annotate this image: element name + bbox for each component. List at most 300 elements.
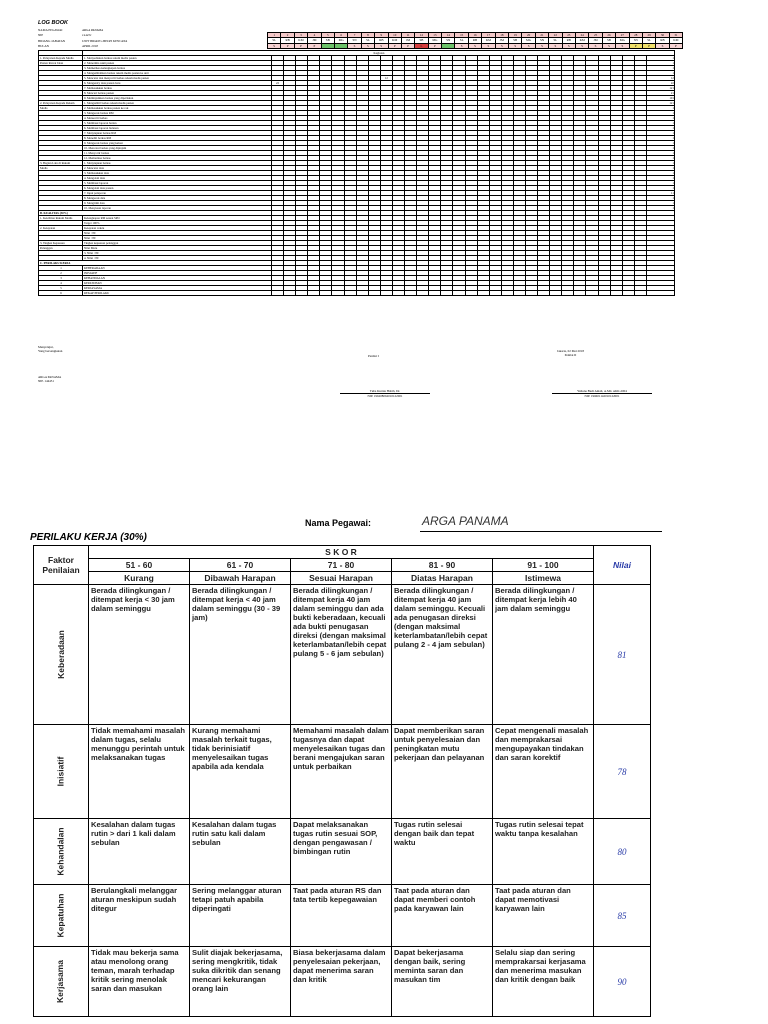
day-code-cell: P [669,43,682,48]
quality-description: Ketepatan waktu [83,226,272,231]
logbook-days-table [267,32,683,49]
activity-total: 22 [646,81,674,86]
empty-cell [332,291,344,296]
empty-cell [272,291,284,296]
rubric-nilai-header: Nilai [594,546,651,585]
activity-description: 5. Membuat laporan harian [83,121,272,126]
day-name-cell: SN [535,38,548,43]
rubric-name-label: Nama Pegawai: [305,518,372,528]
rubric-criteria-cell: Berulangkali melanggar aturan meskipun sudah ditegur [89,885,190,947]
activity-total: 1 [646,201,674,206]
rubric-score-value: 85 [594,885,651,947]
rubric-score-value: 78 [594,725,651,819]
empty-cell [320,291,332,296]
rubric-criteria-cell: Taat pada aturan dan dapat memberi contoh pada karyawan lain [392,885,493,947]
rubric-criteria-cell: Berada dilingkungan / ditempat kerja 40 jam dalam seminggu dan ada bukti keberadaan, kecuali ada bukti penugasan direksi (dengan maksimal keterlambatan/lebih cepat pulang 5 - 6 jam sebulan) [291,585,392,725]
empty-cell [441,291,453,296]
day-name-cell: RB [375,38,388,43]
day-name-cell: SL [549,38,562,43]
quality-description: Nilai : 80 [83,231,272,236]
empty-cell [453,291,465,296]
empty-cell [392,291,404,296]
rubric-level-cell: Diatas Harapan [392,572,493,585]
assessor-1-signature [340,389,430,398]
activity-description: 8. Mengecek data [83,196,272,201]
activity-description: 10. Menyusun laporan [83,206,272,211]
rubric-criteria-cell: Selalu siap dan sering memprakarsai kerjasama dan menerima masukan dan kritik dengan baik [493,947,594,1017]
rubric-name-underline [420,531,662,532]
behavior-label: KERJASAMA [83,286,272,291]
activity-total: 1 [646,181,674,186]
empty-cell [356,291,368,296]
behavior-number: 1 [39,266,83,271]
empty-cell [405,291,417,296]
rubric-criteria-cell: Taat pada aturan dan dapat memotivasi karyawan lain [493,885,594,947]
day-code-cell: S [575,43,588,48]
rubric-score-value: 81 [594,585,651,725]
day-name-cell: JM [308,38,321,43]
rubric-criteria-cell: Dapat bekerjasama dengan baik, sering meminta saran dan masukan tim [392,947,493,1017]
footer-approval [38,345,62,354]
day-code-cell: S [656,43,669,48]
header-info-value: APRIL 2018 [82,43,98,48]
assessor-1-label: Penilai I [368,354,379,358]
activity-description: 3. Memeriksa kelengkapan berkas [83,66,272,71]
quality-description: Nilai : 80 [83,236,272,241]
activity-description: 5. Membuat laporan [83,181,272,186]
activity-total: 1 [646,56,674,61]
day-name-cell: KM [294,38,307,43]
quality-category: 3. Tingkat Kepuasan [39,241,83,246]
day-code-cell: P [629,43,642,48]
activity-category: Medis [39,106,83,111]
day-number-cell: 21 [535,33,548,38]
rubric-factor-header: Faktor Penilaian [34,546,89,585]
activity-description: 7. Menyiapkan berkas RM [83,131,272,136]
empty-cell [525,291,537,296]
rubric-factor-label: Keberadaan [55,630,66,679]
rubric-criteria-cell: Kurang memahami masalah terkait tugas, tidak berinisiatif menyelesaikan tugas apabila ada kendala [190,725,291,819]
day-name-cell: SL [642,38,655,43]
day-code-cell: S [509,43,522,48]
rubric-criteria-cell: Cepat mengenali masalah dan memprakarsai mengupayakan tindakan dan saran korektif [493,725,594,819]
quality-category: Pelanggan [39,246,83,251]
day-number-cell: 3 [294,33,307,38]
activity-description: 3. Mengecek berkas RM [83,111,272,116]
activity-description: 9. Mengirim data [83,201,272,206]
activity-description: 7. Input pelaporan [83,191,272,196]
behavior-label: REKAP PERILAKU [83,291,272,296]
day-name-cell: MG [616,38,629,43]
activity-description: 8. Mencari berkas pasien [83,91,272,96]
section-c-title: C. PERILAKU KERJA [39,261,272,266]
rubric-factor-label: Kehandalan [55,827,66,876]
day-name-cell: JM [401,38,414,43]
header-info-value: ARGA PANAMA [82,28,104,32]
rubric-range-cell: 61 - 70 [190,559,291,572]
empty-cell [477,291,489,296]
activity-description: 5. Mencatat dan menyortir berkas rekam medis pasien [83,76,272,81]
empty-cell [308,291,320,296]
rubric-level-cell: Sesuai Harapan [291,572,392,585]
activity-description: 6. Mengolah data pasien [83,186,272,191]
empty-cell [634,291,646,296]
quality-description: Nilai Mutu [83,246,272,251]
day-number-cell: 28 [629,33,642,38]
activity-description: 4. Mengolah data [83,176,272,181]
empty-cell [610,291,622,296]
day-name-cell: MG [334,38,347,43]
rubric-criteria-cell: Tugas rutin selesai dengan baik dan tepat waktu [392,819,493,885]
logbook-header-info [38,28,127,49]
day-name-cell: MG [428,38,441,43]
day-code-cell: P [388,43,401,48]
day-code-cell: S [535,43,548,48]
activity-total: 1 [646,111,674,116]
activity-total: 1 [646,156,674,161]
empty-cell [489,291,501,296]
activity-total: 1 [646,116,674,121]
rubric-criteria-cell: Berada dilingkungan / ditempat kerja lebih 40 jam dalam seminggu [493,585,594,725]
day-code-cell: S [482,43,495,48]
activity-description: 1. Mengambil berkas rekam medis pasien [83,101,272,106]
activity-total: 121 [646,86,674,91]
quality-category: 1. Ketelitian Rekam Medis [39,216,83,221]
day-number-cell: 5 [321,33,334,38]
activity-description: 12. Memeriksa berkas [83,156,272,161]
day-code-cell: P [428,43,441,48]
quality-description: 4. Nilai : 80 [83,256,272,261]
empty-cell [344,291,356,296]
rubric-factor-label: Inisiatif [55,756,66,787]
behavior-number: 3 [39,276,83,281]
activity-total: 1 [646,151,674,156]
rubric-name-value: ARGA PANAMA [422,514,509,528]
day-code-cell: P [401,43,414,48]
rubric-criteria-cell: Kesalahan dalam tugas rutin satu kali dalam sebulan [190,819,291,885]
activity-category: 3. Bagian Lain di Rekam [39,161,83,166]
rubric-level-row [34,572,651,585]
behavior-label: KEPATUHAN [83,281,272,286]
empty-cell [284,291,296,296]
day-number-cell: 24 [575,33,588,38]
activity-total: 1 [646,161,674,166]
footer-employee [38,375,61,384]
day-number-cell: 16 [468,33,481,38]
empty-cell [417,291,429,296]
day-number-cell: 19 [509,33,522,38]
activity-description: 7. Memasukkan berkas [83,86,272,91]
day-name-cell: RB [562,38,575,43]
rubric-criteria-cell: Sulit diajak bekerjasama, sering mengkritik, tidak suka dikritik dan senang mencari kekurangan orang lain [190,947,291,1017]
rubric-factor-name [34,885,89,947]
day-number-cell: 30 [656,33,669,38]
activity-total: 1 [646,121,674,126]
activity-total: 1 [646,141,674,146]
assessor-2-name: Yuliana Budi Amali, A.Md. AKK.2004 [552,389,652,394]
rubric-factor-row [34,585,651,725]
activity-total: 1 [646,186,674,191]
day-code-cell: S [495,43,508,48]
behavior-number: 6 [39,291,83,296]
activity-total: 11 [646,191,674,196]
day-name-cell: SL [455,38,468,43]
behavior-number: 5 [39,286,83,291]
day-name-cell: SB [321,38,334,43]
grid-header-kegiatan: Kegiatan [83,51,675,56]
activity-description: 10. Mencatat berkas yang dipinjam [83,146,272,151]
empty-cell [586,291,598,296]
day-number-cell: 26 [602,33,615,38]
rubric-criteria-cell: Berada dilingkungan / ditempat kerja 40 jam dalam seminggu. Kecuali ada penugasan direksi (dengan maksimal keterlambatan/lebih cepat pulang 2 - 4 jam sebulan) [392,585,493,725]
assessor-2-signature [552,389,652,398]
empty-cell [550,291,562,296]
rubric-factor-name [34,947,89,1017]
day-name-cell: SB [509,38,522,43]
rubric-level-cell: Dibawah Harapan [190,572,291,585]
empty-cell [622,291,634,296]
day-name-cell: SL [268,38,281,43]
rubric-range-row [34,559,651,572]
rubric-score-value: 90 [594,947,651,1017]
day-number-cell: 22 [549,33,562,38]
day-code-cell: S [602,43,615,48]
day-code-row [268,43,683,48]
day-name-cell: SN [442,38,455,43]
quality-category: 2. Ketepatan [39,226,83,231]
activity-description: 6. Membuat laporan bulanan [83,126,272,131]
rubric-range-cell: 81 - 90 [392,559,493,572]
day-name-cell: JM [589,38,602,43]
day-name-cell: KM [482,38,495,43]
activity-total: 1 [646,176,674,181]
empty-cell [296,291,308,296]
rubric-criteria-cell: Tugas rutin selesai tepat waktu tanpa kesalahan [493,819,594,885]
activity-total: 1 [646,126,674,131]
day-number-cell: 29 [642,33,655,38]
rubric-criteria-cell: Memahami masalah dalam tugasnya dan dapat menyelesaikan tugas dan berani mengajukan saran untuk perbaikan [291,725,392,819]
day-code-cell: S [549,43,562,48]
activity-total: 1 [646,136,674,141]
rubric-title: PERILAKU KERJA (30%) [30,532,147,543]
header-info-value: UNIT BIDANG MEDIS KENCANA [82,38,128,43]
activity-description: 6. Mengentry data pasien baru [83,81,272,86]
empty-cell [598,291,610,296]
day-code-cell: S [522,43,535,48]
activity-total: 1 [646,131,674,136]
day-number-cell: 17 [482,33,495,38]
day-code-cell: P [308,43,321,48]
behavior-row [39,291,675,296]
employee-signature-name: ARGA PANAMA [38,375,62,379]
day-number-cell: 2 [281,33,294,38]
day-code-cell [442,43,455,48]
activity-total: 12 [646,76,674,81]
rubric-range-cell: 71 - 80 [291,559,392,572]
activity-category: 2. Pelayanan Kepada Rekam [39,101,83,106]
empty-cell [501,291,513,296]
header-info-row [38,44,127,49]
activity-total: 1 [646,106,674,111]
behavior-number: 2 [39,271,83,276]
day-code-cell: P [642,43,655,48]
header-info-key: NIP [38,33,44,38]
rubric-criteria-cell: Sering melanggar aturan tetapi patuh apabila diperingati [190,885,291,947]
rubric-factor-name [34,725,89,819]
behavior-label: KEBERADAAN [83,266,272,271]
behavior-label: INISIATIF [83,271,272,276]
assessor-2-block [557,349,584,358]
rubric-criteria-cell: Berada dilingkungan / ditempat kerja < 40 jam dalam seminggu (30 - 39 jam) [190,585,291,725]
empty-cell [538,291,550,296]
approval-label: Menyetujui, [38,345,54,349]
assessor-2-nip: NIP. 196601142010122001 [584,394,620,399]
activity-total: 1 [646,171,674,176]
day-number-cell: 20 [522,33,535,38]
day-name-cell: MG [522,38,535,43]
empty-cell [513,291,525,296]
rubric-factor-row [34,725,651,819]
activity-day-value: 12 [380,76,392,81]
activity-total: 1 [646,146,674,151]
empty-cell [465,291,477,296]
rubric-criteria-cell: Berada dilingkungan / ditempat kerja < 30 jam dalam seminggu [89,585,190,725]
day-name-cell: SB [415,38,428,43]
day-code-cell: P [281,43,294,48]
activity-category: Pasien Rawat Jalan [39,61,83,66]
assessor-1-nip: NIP. 196208062010122001 [367,394,403,399]
day-number-cell: 31 [669,33,682,38]
day-name-cell: SB [602,38,615,43]
day-name-cell: KM [388,38,401,43]
rubric-criteria-cell: Dapat memberikan saran untuk penyelesaian dan peningkatan mutu pekerjaan dan pelayanan [392,725,493,819]
activity-description: 3. Memasukkan data [83,171,272,176]
day-code-cell: S [468,43,481,48]
empty-cell [562,291,574,296]
day-number-cell: 27 [616,33,629,38]
employee-signature-nip: NIP. 144451 [38,379,54,384]
section-b-title: B. KUALITAS (30%) [39,211,272,216]
rubric-range-cell: 51 - 60 [89,559,190,572]
rubric-level-cell: Kurang [89,572,190,585]
empty-cell [368,291,380,296]
rubric-factor-row [34,885,651,947]
quality-description: Kelengkapan RM sesuai SPO [83,216,272,221]
day-code-cell [321,43,334,48]
day-number-cell: 25 [589,33,602,38]
activity-total: 121 [646,101,674,106]
activity-description: 4. Mensortir berkas [83,116,272,121]
rubric-criteria-cell: Tidak memahami masalah dalam tugas, selalu menunggu perintah untuk melaksanakan tugas [89,725,190,819]
rubric-factor-name [34,819,89,885]
day-code-cell [334,43,347,48]
logbook-activity-table [38,50,675,296]
activity-description: 2. Menerima sakit pasien [83,61,272,66]
activity-total: 1 [646,206,674,211]
day-name-cell: KM [669,38,682,43]
day-name-cell: RB [656,38,669,43]
rubric-factor-row [34,819,651,885]
header-info-key: BIDANG JABATAN [38,38,66,43]
header-info-key: NAMA PEGAWAI [38,28,63,32]
activity-description: 2. Memasukkan berkas pasien ke rak [83,106,272,111]
day-name-cell: KM [575,38,588,43]
activity-description: 4. Mengembalikan berkas rekam medis pasien ke unit [83,71,272,76]
day-name-cell: JM [495,38,508,43]
activity-total: 1 [646,166,674,171]
day-name-cell: RB [468,38,481,43]
day-number-cell: 9 [375,33,388,38]
day-number-cell: 23 [562,33,575,38]
day-number-cell: 1 [268,33,281,38]
logbook-title: LOG BOOK [38,20,68,26]
day-code-cell: S [348,43,361,48]
day-number-cell: 15 [455,33,468,38]
day-number-cell: 14 [442,33,455,38]
day-number-cell: 4 [308,33,321,38]
day-number-cell: 18 [495,33,508,38]
rubric-score-value: 80 [594,819,651,885]
day-code-cell: L [415,43,428,48]
day-number-cell: 8 [361,33,374,38]
quality-description: 3. Nilai : 80 [83,251,272,256]
rubric-criteria-cell: Tidak mau bekerja sama atau menolong orang teman, marah terhadap kritik sering menolak saran dan masukan [89,947,190,1017]
activity-total: 1 [646,61,674,66]
day-number-cell: 11 [401,33,414,38]
day-number-cell: 10 [388,33,401,38]
rubric-criteria-cell: Dapat melaksanakan tugas rutin sesuai SOP, dengan pengawasan / bimbingan rutin [291,819,392,885]
activity-category: 1. Pelayanan Kepada Medis [39,56,83,61]
assessor-2-label: Penilai II [564,353,577,358]
day-code-cell: S [589,43,602,48]
activity-description: 2. Mencatat data [83,166,272,171]
day-number-cell: 6 [334,33,347,38]
day-number-cell: 7 [348,33,361,38]
rubric-level-cell: Istimewa [493,572,594,585]
employee-label: Yang bersangkutan [38,349,63,354]
day-code-cell: S [375,43,388,48]
rubric-criteria-cell: Taat pada aturan RS dan tata tertib kepegawaian [291,885,392,947]
day-name-cell: SN [348,38,361,43]
rubric-skor-header: S K O R [89,546,594,559]
day-number-cell: 12 [415,33,428,38]
activity-category: Medis [39,166,83,171]
rubric-range-cell: 91 - 100 [493,559,594,572]
activity-description: 11. Menyortir berkas [83,151,272,156]
day-name-cell: SN [629,38,642,43]
day-code-cell: P [294,43,307,48]
day-code-cell: S [361,43,374,48]
empty-cell [574,291,586,296]
activity-description: 1. Menyediakan berkas rekam medis pasien [83,56,272,61]
activity-total: 101 [646,96,674,101]
day-name-cell: SL [361,38,374,43]
activity-total: 1 [646,66,674,71]
activity-day-value: 22 [272,81,284,86]
behavior-number: 4 [39,281,83,286]
rubric-table [33,545,651,1017]
quality-description: Tingkat kepuasan pelanggan [83,241,272,246]
activity-total: 21 [646,91,674,96]
activity-description: 9. Mengecek berkas yang keluar [83,141,272,146]
day-code-cell: S [616,43,629,48]
rubric-header-row-1 [34,546,651,559]
activity-description: 1. Menyiapkan berkas [83,161,272,166]
activity-description: 8. Meneliti berkas RM [83,136,272,141]
header-info-key: BULAN [38,43,49,48]
empty-cell [646,291,674,296]
empty-cell [429,291,441,296]
